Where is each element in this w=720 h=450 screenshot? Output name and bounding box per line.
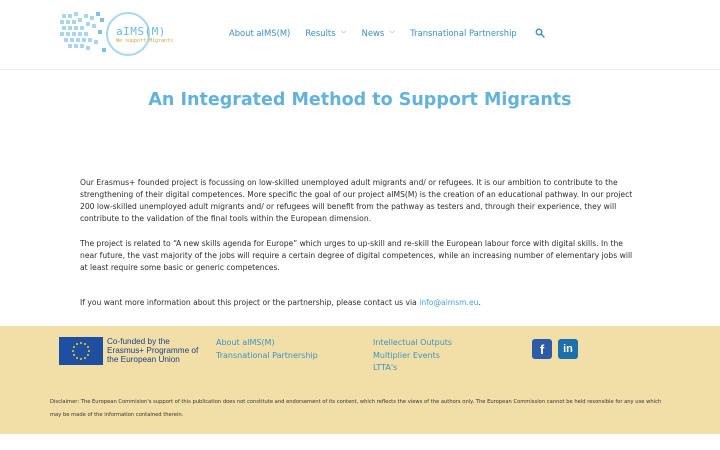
linkedin-icon[interactable]: in: [558, 339, 578, 359]
footer-link-outputs[interactable]: Intellectual Outputs: [373, 338, 453, 347]
facebook-icon[interactable]: f: [532, 339, 552, 359]
nav-item-label: Transnational Partnership: [410, 28, 517, 38]
nav-item-label: News: [361, 28, 385, 38]
site-header: [0, 0, 720, 70]
footer-link-multiplier-events[interactable]: Multiplier Events: [373, 350, 440, 360]
contact-suffix: .: [478, 298, 481, 307]
contact-text: If you want more information about this project or the partnership, please contact us via: [80, 298, 420, 307]
page-title: An Integrated Method to Support Migrants: [148, 90, 572, 110]
nav-item-label: About aIMS(M): [229, 28, 291, 38]
eu-cofunded-text: Co-funded by the Erasmus+ Programme of the European Union: [107, 337, 199, 364]
nav-item-partnership[interactable]: [410, 28, 516, 38]
site-logo[interactable]: [58, 10, 180, 58]
chevron-down-icon: ﹀: [389, 30, 396, 38]
footer-link-ltta[interactable]: LTTA's: [373, 363, 398, 372]
nav-item-about[interactable]: [229, 28, 290, 38]
contact-email-link[interactable]: info@aimsm.eu: [419, 298, 479, 307]
chevron-down-icon: ﹀: [340, 30, 347, 38]
search-icon[interactable]: [535, 28, 545, 38]
disclaimer-text: Disclaimer: The European Commision's support of this publication does not constitute and endorsement of its content, which reflects the views of the authors only. The European Commission cannot be held resonsible for any use which may be made of the information contained therein.: [50, 399, 662, 418]
nav-item-label: Results: [305, 28, 336, 38]
footer-links-col2: [373, 337, 452, 375]
site-footer: [0, 326, 720, 434]
logo-title: aIMS(M): [116, 25, 166, 38]
skills-agenda-paragraph: The project is related to “A new skills agenda for Europe” which urges to up-skill and re-skill the European labour force with digital skills. In the near future, the vast majority of the jobs will require a certain degree of digital competences, while an increasing number of elementary jobs will at least require some basic or generic competences.: [80, 239, 633, 272]
footer-link-about[interactable]: About aIMS(M): [216, 338, 275, 347]
nav-item-news[interactable]: [362, 28, 396, 38]
footer-link-partnership[interactable]: Transnational Partnership: [216, 350, 318, 360]
eu-flag-icon: [59, 337, 103, 365]
intro-paragraph: Our Erasmus+ founded project is focussing on low-skilled unemployed adult migrants and/ or refugees. It is our ambition to contribute to the strengthening of their digital competences. More specific the goal of our project aIMS(M) is the creation of an educational pathway. In our project 200 low-skilled unemployed adult migrants and/ or refugees will benefit from the pathway as testers and, through their experience, they will contribute to the validation of the final tools within the European dimension.: [80, 178, 633, 223]
contact-paragraph: [80, 297, 640, 309]
main-nav: [229, 28, 545, 38]
bottom-strip: [0, 434, 720, 450]
nav-item-results[interactable]: [305, 28, 346, 38]
footer-links-col1: [216, 337, 318, 362]
logo-subtitle: We support Migrants: [116, 38, 174, 44]
